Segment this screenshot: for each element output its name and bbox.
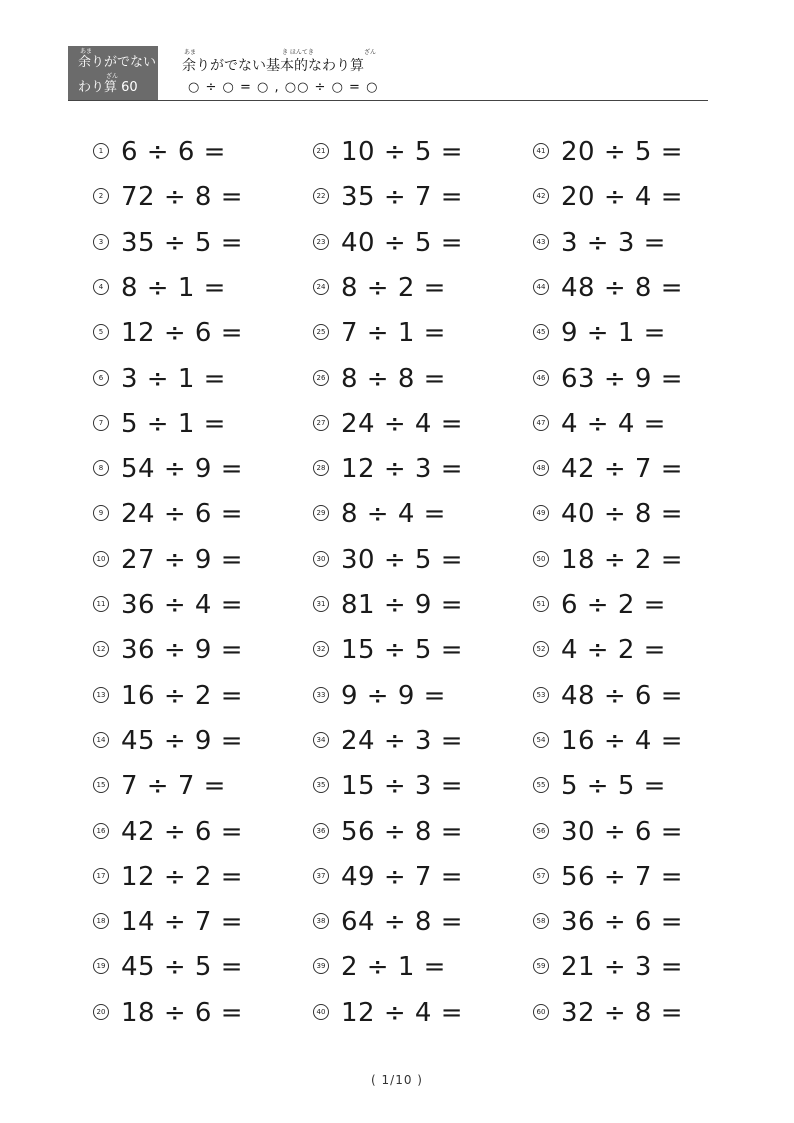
problem-number: 10 bbox=[93, 551, 109, 567]
problem-expression: 30 ÷ 6 = bbox=[561, 817, 683, 847]
formula-pattern: ○ ÷ ○ = ○ , ○○ ÷ ○ = ○ bbox=[188, 80, 379, 95]
problem-expression: 18 ÷ 6 = bbox=[121, 998, 243, 1028]
problem-number: 5 bbox=[93, 324, 109, 340]
problem-number: 32 bbox=[313, 641, 329, 657]
problem-expression: 20 ÷ 4 = bbox=[561, 182, 683, 212]
problem-expression: 15 ÷ 3 = bbox=[341, 771, 463, 801]
problem-expression: 12 ÷ 6 = bbox=[121, 318, 243, 348]
problem-number: 45 bbox=[533, 324, 549, 340]
problem-expression: 5 ÷ 1 = bbox=[121, 409, 226, 439]
title-ruby-zan: ざん bbox=[364, 49, 377, 56]
problem-expression: 8 ÷ 4 = bbox=[341, 499, 446, 529]
problem-number: 58 bbox=[533, 913, 549, 929]
problem-expression: 35 ÷ 7 = bbox=[341, 182, 463, 212]
problem-expression: 8 ÷ 1 = bbox=[121, 273, 226, 303]
problem-expression: 7 ÷ 7 = bbox=[121, 771, 226, 801]
problem-number: 28 bbox=[313, 460, 329, 476]
problem-number: 27 bbox=[313, 415, 329, 431]
problem-expression: 5 ÷ 5 = bbox=[561, 771, 666, 801]
problem-number: 47 bbox=[533, 415, 549, 431]
problem-expression: 40 ÷ 8 = bbox=[561, 499, 683, 529]
problem-number: 20 bbox=[93, 1004, 109, 1020]
problem-number: 60 bbox=[533, 1004, 549, 1020]
title-ruby-ama: あま bbox=[184, 49, 197, 56]
problem-expression: 14 ÷ 7 = bbox=[121, 907, 243, 937]
problem-number: 37 bbox=[313, 868, 329, 884]
problem-expression: 27 ÷ 9 = bbox=[121, 545, 243, 575]
problem-expression: 35 ÷ 5 = bbox=[121, 228, 243, 258]
problem-number: 16 bbox=[93, 823, 109, 839]
problem-number: 31 bbox=[313, 596, 329, 612]
problem-number: 43 bbox=[533, 234, 549, 250]
problem-number: 25 bbox=[313, 324, 329, 340]
badge-ruby-top: あま bbox=[80, 48, 93, 55]
problem-expression: 42 ÷ 6 = bbox=[121, 817, 243, 847]
problem-expression: 40 ÷ 5 = bbox=[341, 228, 463, 258]
problem-expression: 36 ÷ 9 = bbox=[121, 635, 243, 665]
problem-expression: 48 ÷ 8 = bbox=[561, 273, 683, 303]
problem-number: 21 bbox=[313, 143, 329, 159]
problem-expression: 9 ÷ 9 = bbox=[341, 681, 446, 711]
problem-number: 44 bbox=[533, 279, 549, 295]
problem-number: 15 bbox=[93, 777, 109, 793]
problem-number: 14 bbox=[93, 732, 109, 748]
problem-expression: 6 ÷ 6 = bbox=[121, 137, 226, 167]
problem-expression: 24 ÷ 3 = bbox=[341, 726, 463, 756]
badge-line-2: わり算 60 bbox=[78, 80, 138, 95]
problem-number: 36 bbox=[313, 823, 329, 839]
problem-number: 46 bbox=[533, 370, 549, 386]
problem-expression: 32 ÷ 8 = bbox=[561, 998, 683, 1028]
problem-expression: 2 ÷ 1 = bbox=[341, 952, 446, 982]
problem-expression: 12 ÷ 4 = bbox=[341, 998, 463, 1028]
problem-number: 40 bbox=[313, 1004, 329, 1020]
problem-expression: 9 ÷ 1 = bbox=[561, 318, 666, 348]
problem-expression: 3 ÷ 1 = bbox=[121, 364, 226, 394]
problem-number: 18 bbox=[93, 913, 109, 929]
worksheet-badge bbox=[68, 46, 158, 101]
problem-number: 33 bbox=[313, 687, 329, 703]
problem-number: 39 bbox=[313, 958, 329, 974]
problem-number: 9 bbox=[93, 505, 109, 521]
problem-number: 51 bbox=[533, 596, 549, 612]
problem-expression: 4 ÷ 4 = bbox=[561, 409, 666, 439]
problem-expression: 15 ÷ 5 = bbox=[341, 635, 463, 665]
problem-expression: 6 ÷ 2 = bbox=[561, 590, 666, 620]
problem-number: 8 bbox=[93, 460, 109, 476]
badge-ruby-bottom: ざん bbox=[106, 73, 119, 80]
problem-expression: 63 ÷ 9 = bbox=[561, 364, 683, 394]
problem-expression: 4 ÷ 2 = bbox=[561, 635, 666, 665]
problem-number: 54 bbox=[533, 732, 549, 748]
problem-expression: 20 ÷ 5 = bbox=[561, 137, 683, 167]
problem-expression: 30 ÷ 5 = bbox=[341, 545, 463, 575]
problem-number: 57 bbox=[533, 868, 549, 884]
problem-expression: 8 ÷ 2 = bbox=[341, 273, 446, 303]
problem-number: 11 bbox=[93, 596, 109, 612]
problem-expression: 21 ÷ 3 = bbox=[561, 952, 683, 982]
problem-number: 50 bbox=[533, 551, 549, 567]
problem-expression: 56 ÷ 8 = bbox=[341, 817, 463, 847]
problem-number: 49 bbox=[533, 505, 549, 521]
header-divider bbox=[68, 100, 708, 101]
problem-number: 4 bbox=[93, 279, 109, 295]
problem-number: 6 bbox=[93, 370, 109, 386]
problem-expression: 54 ÷ 9 = bbox=[121, 454, 243, 484]
problem-number: 30 bbox=[313, 551, 329, 567]
problem-number: 42 bbox=[533, 188, 549, 204]
problem-expression: 16 ÷ 4 = bbox=[561, 726, 683, 756]
problem-expression: 36 ÷ 4 = bbox=[121, 590, 243, 620]
problem-expression: 24 ÷ 4 = bbox=[341, 409, 463, 439]
problem-expression: 48 ÷ 6 = bbox=[561, 681, 683, 711]
problem-expression: 16 ÷ 2 = bbox=[121, 681, 243, 711]
problem-number: 34 bbox=[313, 732, 329, 748]
problem-expression: 45 ÷ 5 = bbox=[121, 952, 243, 982]
problem-number: 35 bbox=[313, 777, 329, 793]
problem-number: 24 bbox=[313, 279, 329, 295]
problem-number: 17 bbox=[93, 868, 109, 884]
problem-number: 55 bbox=[533, 777, 549, 793]
title-ruby-kihonteki: き ほんてき bbox=[282, 49, 314, 56]
problem-number: 7 bbox=[93, 415, 109, 431]
problem-expression: 24 ÷ 6 = bbox=[121, 499, 243, 529]
problem-expression: 36 ÷ 6 = bbox=[561, 907, 683, 937]
problem-expression: 64 ÷ 8 = bbox=[341, 907, 463, 937]
problem-expression: 49 ÷ 7 = bbox=[341, 862, 463, 892]
page-title: 余りがでない基本的なわり算 bbox=[182, 58, 364, 74]
problem-number: 19 bbox=[93, 958, 109, 974]
problem-expression: 10 ÷ 5 = bbox=[341, 137, 463, 167]
problem-number: 29 bbox=[313, 505, 329, 521]
problem-expression: 7 ÷ 1 = bbox=[341, 318, 446, 348]
page-number: ( 1/10 ) bbox=[371, 1073, 423, 1087]
problem-expression: 8 ÷ 8 = bbox=[341, 364, 446, 394]
problem-number: 12 bbox=[93, 641, 109, 657]
problem-number: 56 bbox=[533, 823, 549, 839]
problem-expression: 72 ÷ 8 = bbox=[121, 182, 243, 212]
problem-expression: 81 ÷ 9 = bbox=[341, 590, 463, 620]
problem-expression: 45 ÷ 9 = bbox=[121, 726, 243, 756]
badge-line-1: 余りがでない bbox=[78, 55, 157, 70]
worksheet-header bbox=[68, 46, 708, 102]
problem-expression: 12 ÷ 3 = bbox=[341, 454, 463, 484]
problem-expression: 42 ÷ 7 = bbox=[561, 454, 683, 484]
problem-expression: 3 ÷ 3 = bbox=[561, 228, 666, 258]
problem-number: 53 bbox=[533, 687, 549, 703]
problem-number: 52 bbox=[533, 641, 549, 657]
problem-number: 48 bbox=[533, 460, 549, 476]
problem-expression: 18 ÷ 2 = bbox=[561, 545, 683, 575]
problem-expression: 12 ÷ 2 = bbox=[121, 862, 243, 892]
problem-number: 13 bbox=[93, 687, 109, 703]
problem-number: 22 bbox=[313, 188, 329, 204]
problem-number: 2 bbox=[93, 188, 109, 204]
problem-number: 38 bbox=[313, 913, 329, 929]
problem-number: 23 bbox=[313, 234, 329, 250]
problem-number: 26 bbox=[313, 370, 329, 386]
problem-expression: 56 ÷ 7 = bbox=[561, 862, 683, 892]
problem-number: 3 bbox=[93, 234, 109, 250]
problem-number: 59 bbox=[533, 958, 549, 974]
problem-number: 1 bbox=[93, 143, 109, 159]
problem-number: 41 bbox=[533, 143, 549, 159]
